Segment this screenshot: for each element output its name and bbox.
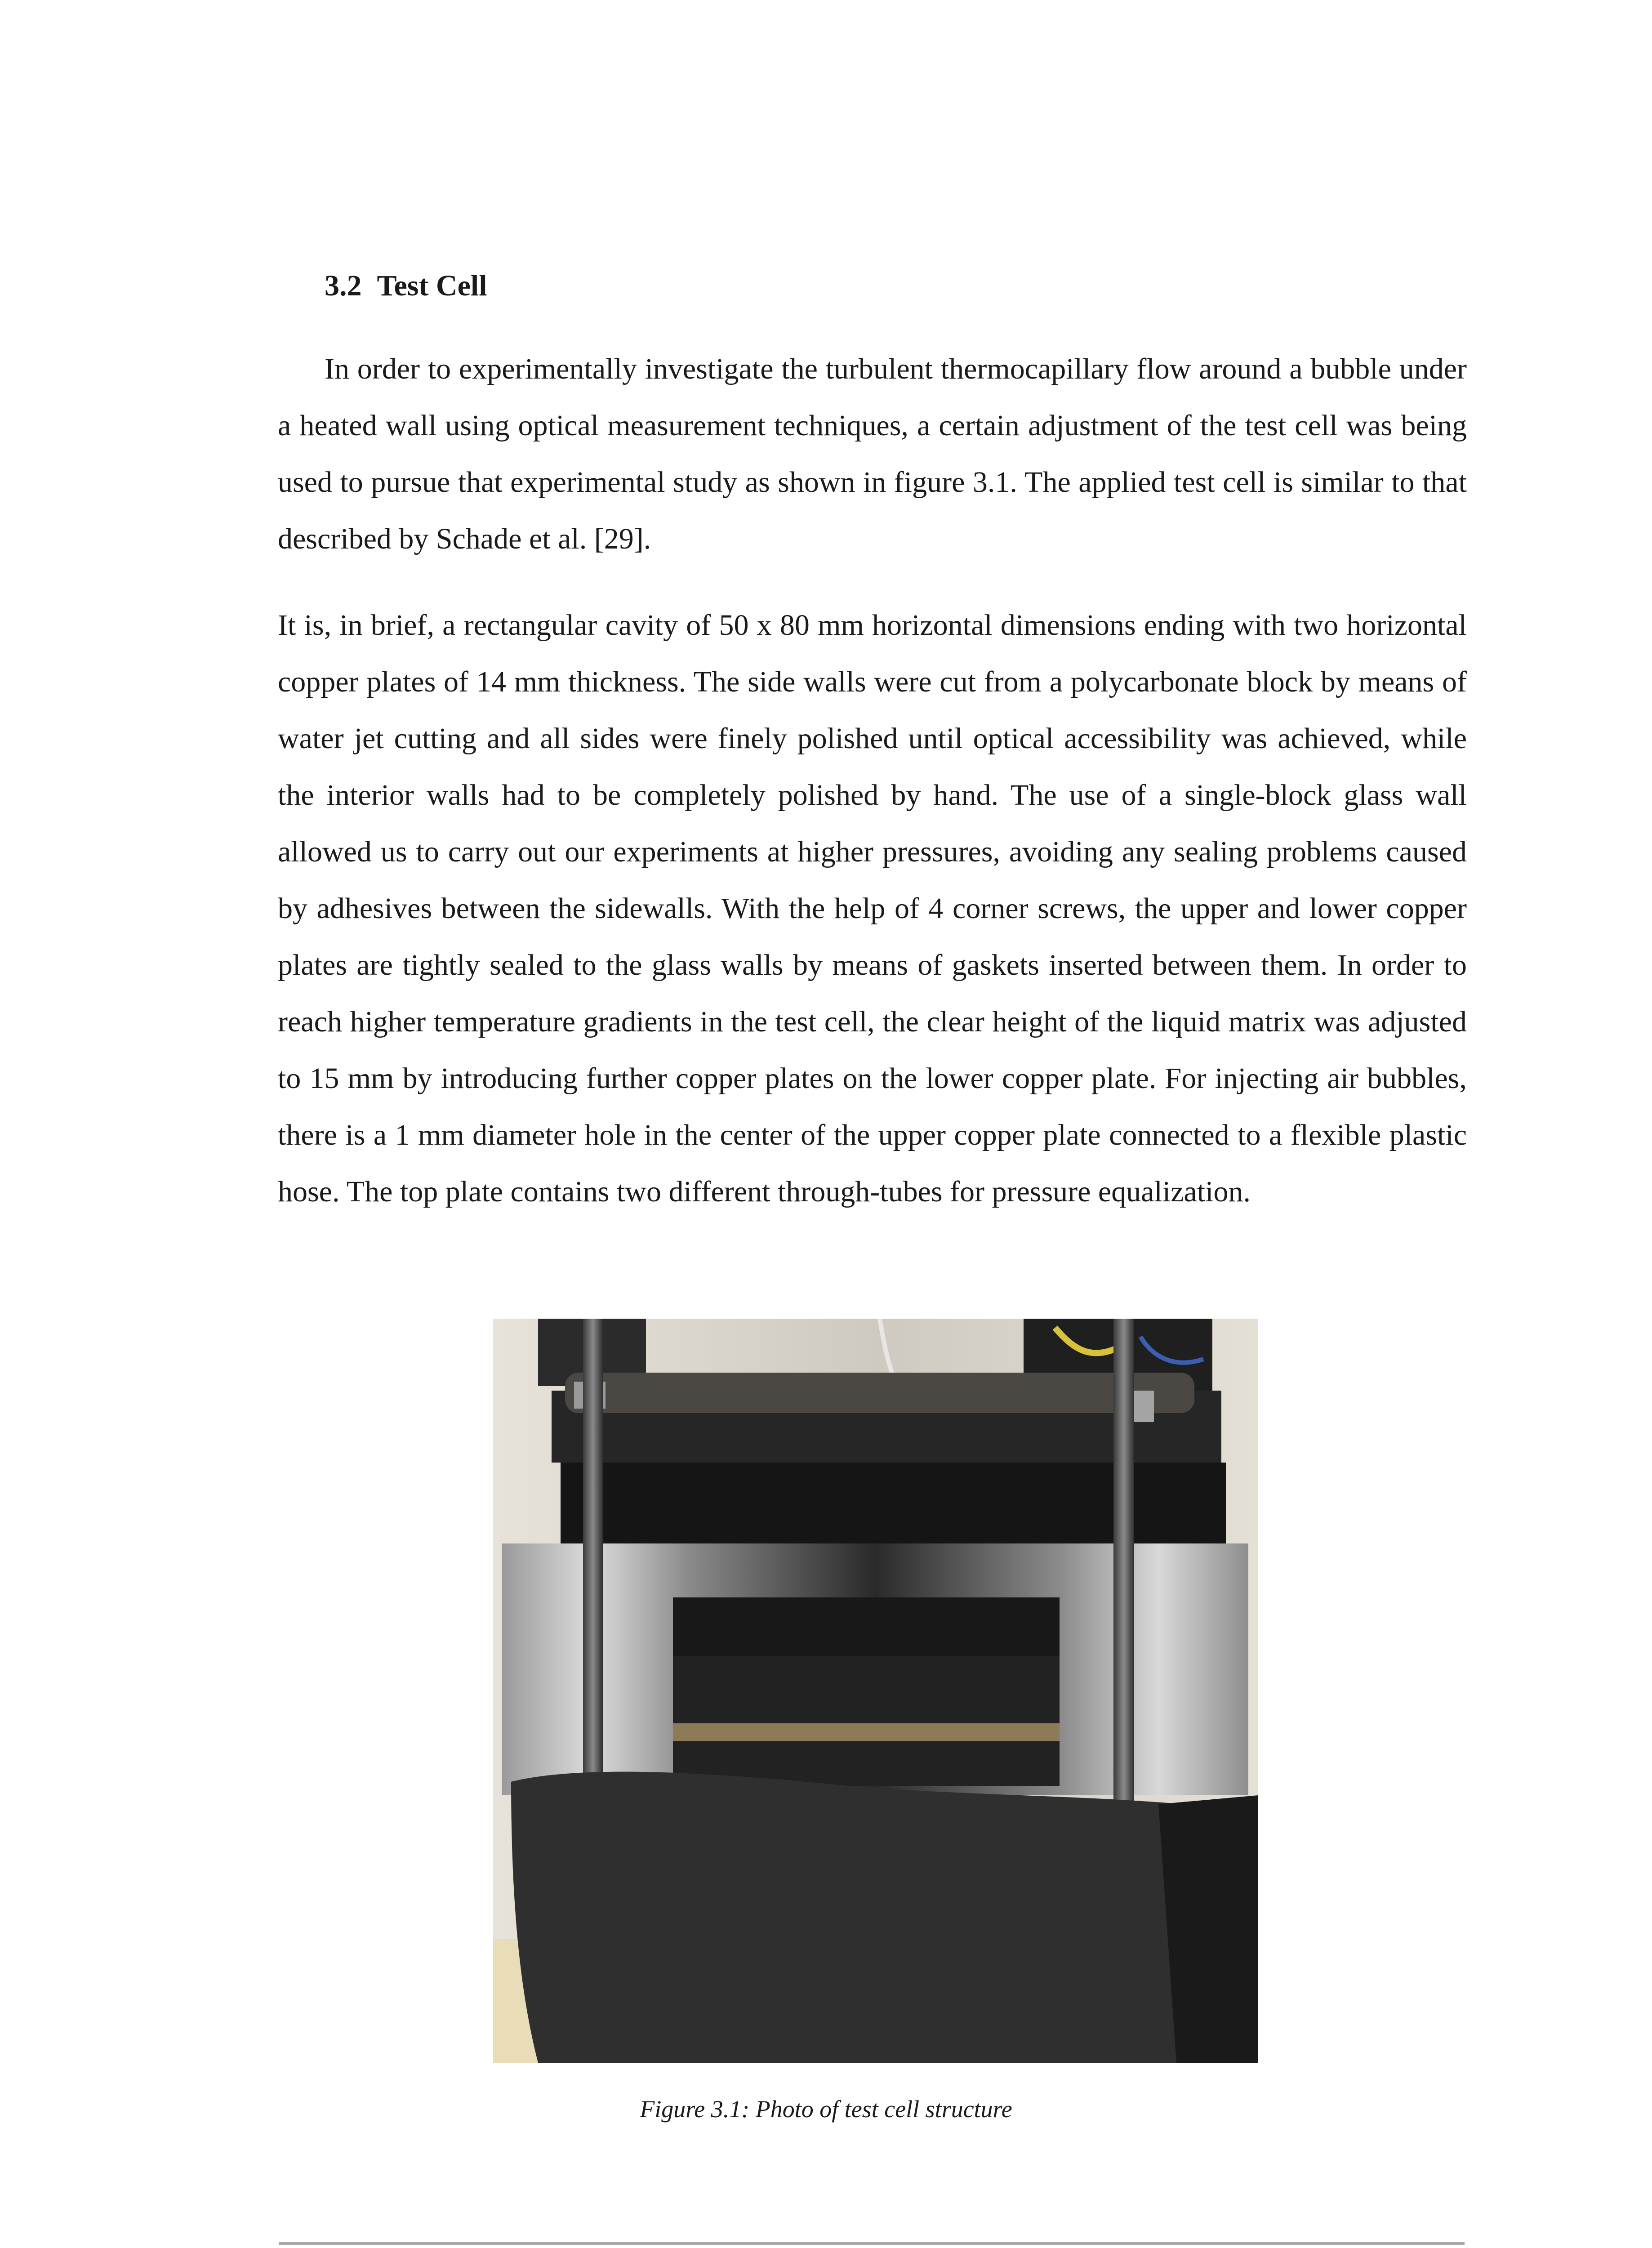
section-heading bbox=[325, 269, 487, 303]
test-cell-photo-illustration bbox=[493, 1319, 1258, 2063]
section-title: Test Cell bbox=[377, 269, 487, 302]
section-number: 3.2 bbox=[325, 269, 362, 302]
paragraph-description bbox=[278, 597, 1467, 1220]
test-cell-photo bbox=[493, 1319, 1258, 2063]
footer-divider bbox=[279, 2242, 1465, 2245]
paragraph-intro-text: In order to experimentally investigate the turbulent thermocapillary flow around a bubble under a heated wall using optical measurement techniques, a certain adjustment of the test cell was being used to pursue that experimental study as shown in figure 3.1. The applied test cell is similar to that described by Schade et al. [29]. bbox=[278, 352, 1467, 555]
figure-caption: Figure 3.1: Photo of test cell structure bbox=[640, 2096, 1012, 2123]
paragraph-intro bbox=[278, 341, 1467, 567]
paragraph-description-text: It is, in brief, a rectangular cavity of 50 x 80 mm horizontal dimensions ending with two horizontal copper plates of 14 mm thickness. The side walls were cut from a polycarbonate block by means of water jet cutting and all sides were finely polished until optical accessibility was achieved, while the interior walls had to be completely polished by hand. The use of a single-block glass wall allowed us to carry out our experiments at higher pressures, avoiding any sealing problems caused by adhesives between the sidewalls. With the help of 4 corner screws, the upper and lower copper plates are tightly sealed to the glass walls by means of gaskets inserted between them. In order to reach higher temperature gradients in the test cell, the clear height of the liquid matrix was adjusted to 15 mm by introducing further copper plates on the lower copper plate. For injecting air bubbles, there is a 1 mm diameter hole in the center of the upper copper plate connected to a flexible plastic hose. The top plate contains two different through-tubes for pressure equalization. bbox=[278, 609, 1467, 1208]
